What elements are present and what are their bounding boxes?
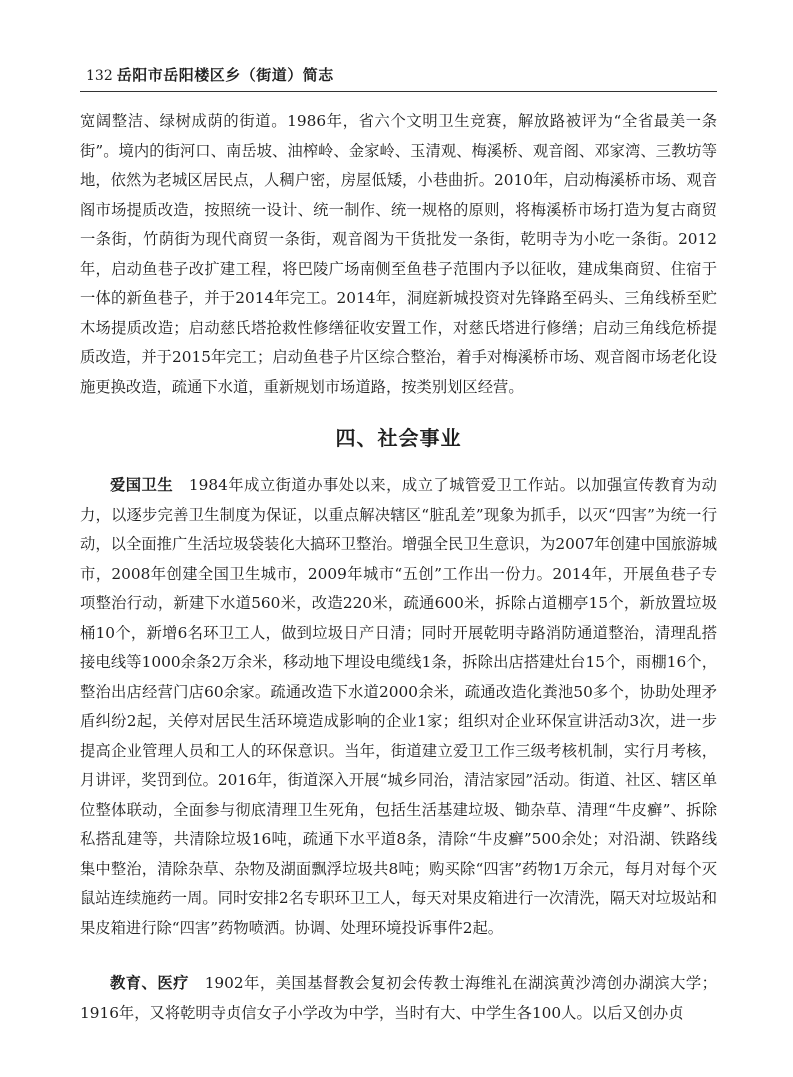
paragraph-patriotic-health xyxy=(80,471,717,943)
header-rule xyxy=(80,91,717,92)
page-number: 132 xyxy=(86,68,113,84)
paragraph-street-construction: 宽阔整洁、绿树成荫的街道。1986年，省六个文明卫生竞赛，解放路被评为“全省最美一条街”。境内的街河口、南岳坡、油榨岭、金家岭、玉清观、梅溪桥、观音阁、邓家湾、三教坊等地，依然为老城区居民点，人稠户密，房屋低矮，小巷曲折。2010年，启动梅溪桥市场、观音阁市场提质改造，按照统一设计、统一制作、统一规格的原则，将梅溪桥市场打造为复古商贸一条街，竹荫街为现代商贸一条街，观音阁为干货批发一条街，乾明寺为小吃一条街。2012年，启动鱼巷子改扩建工程，将巴陵广场南侧至鱼巷子范围内予以征收，建成集商贸、住宿于一体的新鱼巷子，并于2014年完工。2014年，洞庭新城投资对先锋路至码头、三角线桥至贮木场提质改造；启动慈氏塔抢救性修缮征收安置工作，对慈氏塔进行修缮；启动三角线危桥提质改造，并于2015年完工；启动鱼巷子片区综合整治，着手对梅溪桥市场、观音阁市场老化设施更换改造，疏通下水道，重新规划市场道路，按类别划区经营。 xyxy=(80,112,717,396)
paragraph-education-medical xyxy=(80,969,717,1028)
paragraph-lead-health: 爱国卫生 xyxy=(110,476,174,494)
paragraph-body-health: 1984年成立街道办事处以来，成立了城管爱卫工作站。以加强宣传教育为动力，以逐步完善卫生制度为保证，以重点解决辖区“脏乱差”现象为抓手，以灭“四害”为统一行动，以全面推广生活垃圾袋装化大搞环卫整治。增强全民卫生意识，为2007年创建中国旅游城市，2008年创建全国卫生城市，2009年城市“五创”工作出一份力。2014年，开展鱼巷子专项整治行动，新建下水道560米，改造220米，疏通600米，拆除占道棚亭15个，新放置垃圾桶10个，新增6名环卫工人，做到垃圾日产日清；同时开展乾明寺路消防通道整治，清理乱搭接电线等1000余条2万余米，移动地下埋设电缆线1条，拆除出店搭建灶台15个，雨棚16个，整治出店经营门店60余家。疏通改造下水道2000余米，疏通改造化粪池50多个，协助处理矛盾纠纷2起，关停对居民生活环境造成影响的企业1家；组织对企业环保宣讲活动3次，进一步提高企业管理人员和工人的环保意识。当年，街道建立爱卫工作三级考核机制，实行月考核，月讲评，奖罚到位。2016年，街道深入开展“城乡同治，清洁家园”活动。街道、社区、辖区单位整体联动，全面参与彻底清理卫生死角，包括生活基建垃圾、锄杂草、清理“牛皮癣”、拆除私搭乱建等，共清除垃圾16吨，疏通下水平道8条，清除“牛皮癣”500余处；对沿湖、铁路线集中整治，清除杂草、杂物及湖面飘浮垃圾共8吨；购买除“四害”药物1万余元，每月对每个灭鼠站连续施药一周。同时安排2名专职环卫工人，每天对果皮箱进行一次清洗，隔天对垃圾站和果皮箱进行除“四害”药物喷洒。协调、处理环境投诉事件2起。 xyxy=(80,476,717,937)
book-title: 岳阳市岳阳楼区乡（街道）简志 xyxy=(116,66,334,84)
paragraph-body-education: 1902年，美国基督教会复初会传教士海维礼在湖滨黄沙湾创办湖滨大学；1916年，又将乾明寺贞信女子小学改为中学，当时有大、中学生各100人。以后又创办贞 xyxy=(80,974,717,1022)
running-header xyxy=(86,64,716,88)
paragraph-lead-education: 教育、医疗 xyxy=(110,974,189,992)
section-title: 四、社会事业 xyxy=(335,426,462,450)
